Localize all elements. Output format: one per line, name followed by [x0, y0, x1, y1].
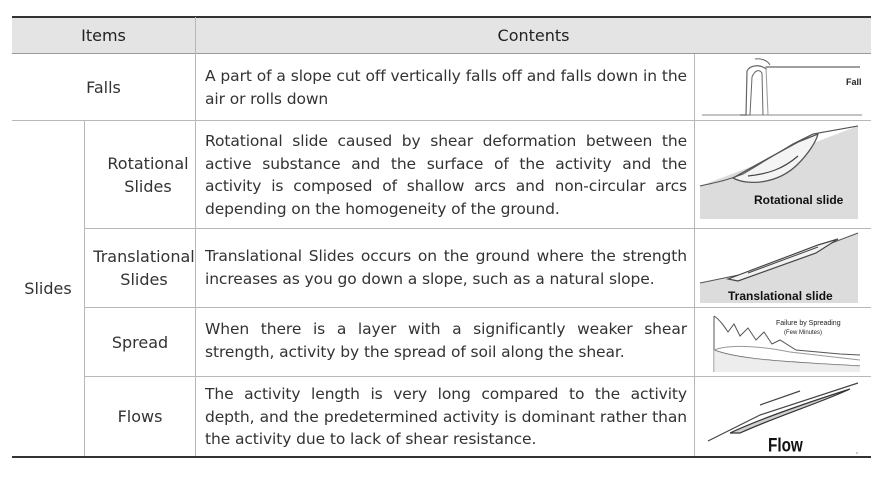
translational-bottom-rule — [84, 307, 871, 308]
figure-spread — [700, 310, 865, 374]
figure-spread-label-2: (Few Minutes) — [784, 330, 823, 336]
figure-flows — [700, 379, 865, 455]
figure-rotational-label: Rotational slide — [754, 193, 844, 207]
figure-rotational-slides — [698, 124, 868, 224]
content-rotational-slides: Rotational slide caused by shear deformation between the active substance and the surface of the activity and the activity is composed of shallow arcs and non-circular arcs depending on the homogeneity of the ground. — [205, 132, 687, 218]
text-figure-divider — [694, 54, 695, 456]
figure-falls-label: Fall — [846, 77, 862, 87]
table-bottom-rule — [12, 456, 871, 458]
figure-falls — [700, 57, 865, 117]
header-items: Items — [81, 25, 126, 45]
item-falls: Falls — [86, 77, 121, 97]
content-flows: The activity length is very long compared to the activity depth, and the predetermined activity is dominant rather than the activity due to lack of shear resistance. — [205, 385, 687, 448]
figure-translational-slides — [698, 231, 868, 305]
content-falls: A part of a slope cut off vertically falls off and falls down in the air or rolls down — [205, 67, 687, 108]
figure-spread-label-1: Failure by Spreading — [776, 320, 841, 327]
content-spread: When there is a layer with a significantly weaker shear strength, activity by the spread of soil along the shear. — [205, 320, 687, 361]
spread-bottom-rule — [84, 376, 871, 377]
header-contents: Contents — [497, 25, 570, 45]
figure-flows-label: Flow — [768, 433, 803, 455]
item-flows: Flows — [117, 407, 163, 426]
content-translational-slides: Translational Slides occurs on the ground where the strength increases as you go down a slope, such as a natural slope. — [205, 247, 687, 288]
item-spread: Spread — [111, 332, 169, 352]
item-translational-slides: Translational Slides — [93, 247, 195, 289]
item-slides-group: Slides — [24, 279, 72, 298]
item-rotational-slides: Rotational Slides — [107, 153, 189, 196]
figure-translational-label: Translational slide — [728, 289, 833, 303]
